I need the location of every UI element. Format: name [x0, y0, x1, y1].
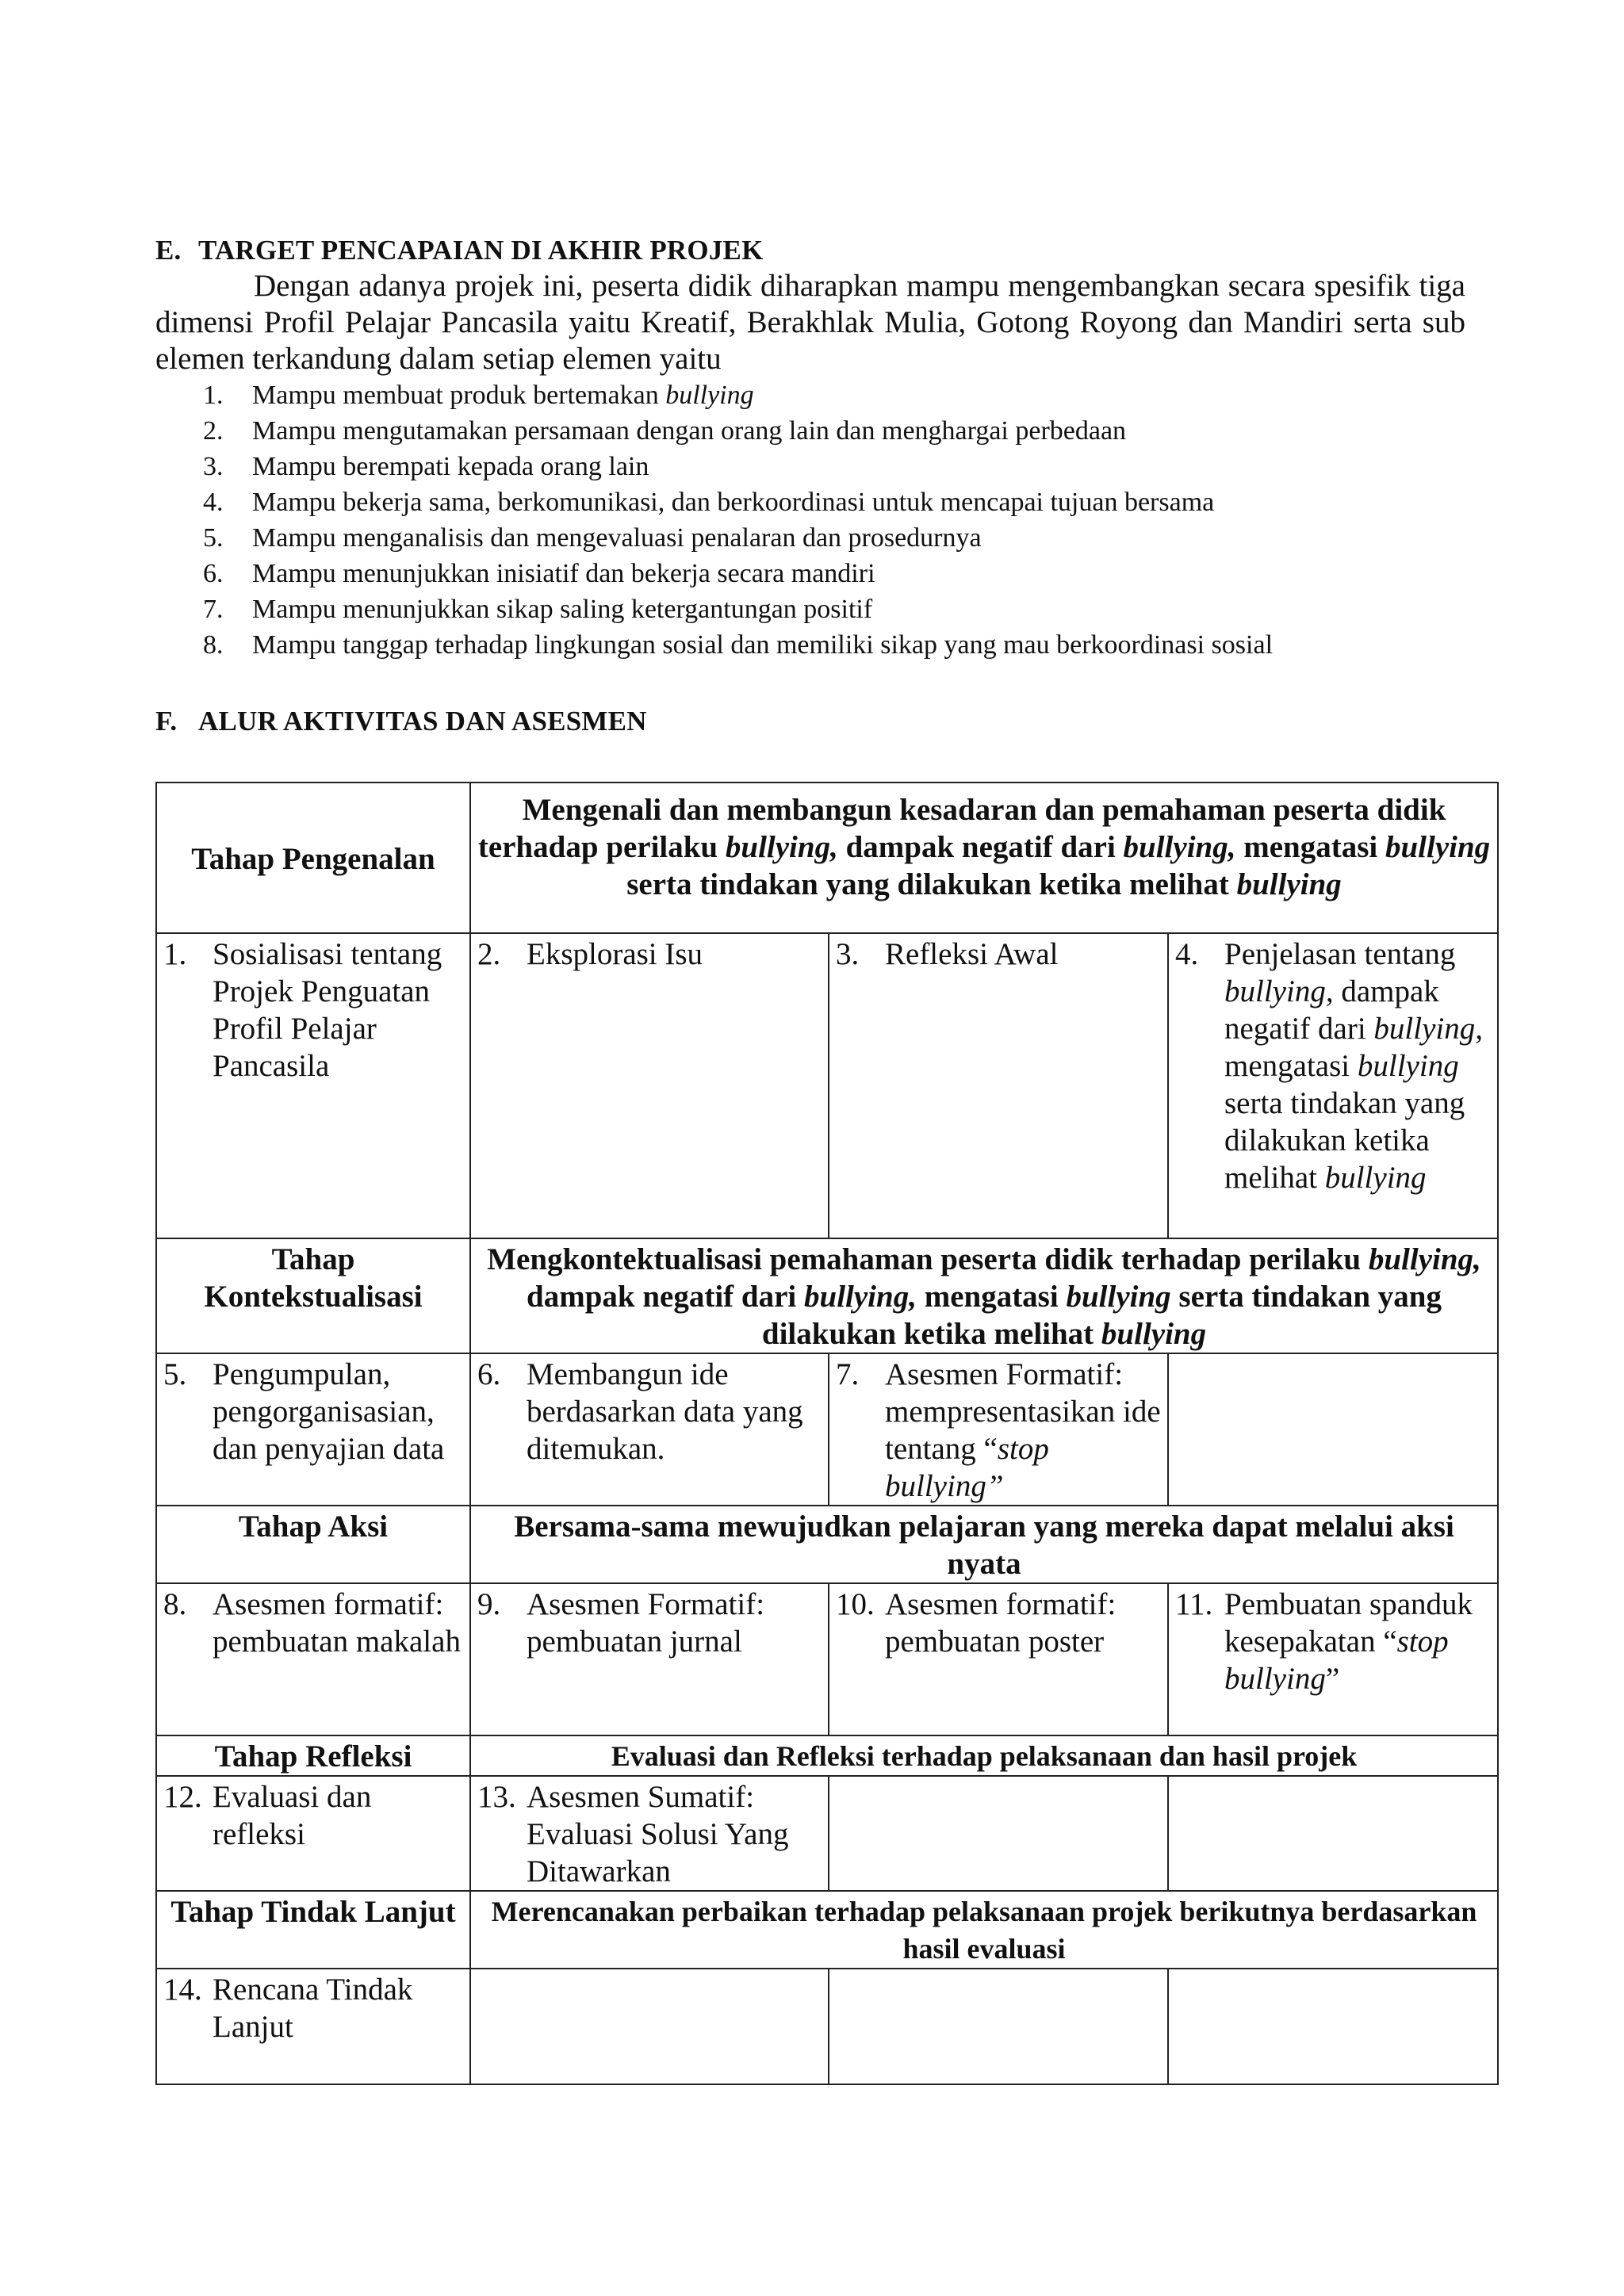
list-item	[155, 556, 1503, 591]
section-e-letter: E.	[155, 235, 182, 266]
section-f-heading	[155, 706, 647, 737]
section-f-title: ALUR AKTIVITAS DAN ASESMEN	[198, 706, 647, 737]
section-e-paragraph	[155, 268, 1465, 377]
table-cell	[1168, 1353, 1498, 1506]
stage-desc-refleksi: Evaluasi dan Refleksi terhadap pelaksanaan dan hasil projek	[470, 1735, 1498, 1776]
table-cell: 2. Eksplorasi Isu	[470, 933, 829, 1238]
stage-desc-kontekstualisasi: Mengkontektualisasi pemahaman peserta didik terhadap perilaku bullying, dampak negatif dari bullying, mengatasi bullying serta tindakan yang dilakukan ketika melihat bullying	[470, 1238, 1498, 1353]
list-item-number: 6.	[203, 559, 224, 588]
list-item-number: 1.	[203, 381, 224, 410]
stage-label-pengenalan: Tahap Pengenalan	[156, 783, 470, 933]
list-item-text: Mampu membuat produk bertemakan bullying	[252, 381, 754, 410]
list-item-text: Mampu tanggap terhadap lingkungan sosial dan memiliki sikap yang mau berkoordinasi sosial	[252, 630, 1274, 660]
list-item	[155, 377, 1503, 413]
table-cell: 5. Pengumpulan, pengorganisasian, dan penyajian data	[156, 1353, 470, 1506]
list-item-text: Mampu bekerja sama, berkomunikasi, dan berkoordinasi untuk mencapai tujuan bersama	[252, 488, 1215, 517]
stage-label-refleksi: Tahap Refleksi	[156, 1735, 470, 1776]
list-item-number: 7.	[203, 595, 224, 624]
section-e-title: TARGET PENCAPAIAN DI AKHIR PROJEK	[198, 235, 764, 266]
list-item-number: 3.	[203, 452, 224, 481]
table-row	[156, 1735, 1498, 1776]
table-cell: 7. Asesmen Formatif: mempresentasikan ide tentang “stop bullying”	[829, 1353, 1168, 1506]
table-row	[156, 1238, 1498, 1353]
list-item-number: 2.	[203, 416, 224, 446]
activity-table	[155, 782, 1499, 2085]
table-cell	[829, 1969, 1168, 2084]
table-cell: 13. Asesmen Sumatif: Evaluasi Solusi Yang Ditawarkan	[470, 1776, 829, 1891]
target-list	[155, 377, 1503, 663]
list-item	[155, 520, 1503, 556]
table-cell: 4. Penjelasan tentang bullying, dampak negatif dari bullying, mengatasi bullying serta tindakan yang dilakukan ketika melihat bullying	[1168, 933, 1498, 1238]
list-item-text: Mampu menunjukkan inisiatif dan bekerja secara mandiri	[252, 559, 875, 588]
list-item-number: 4.	[203, 488, 224, 517]
stage-desc-pengenalan: Mengenali dan membangun kesadaran dan pemahaman peserta didik terhadap perilaku bullying, dampak negatif dari bullying, mengatasi bullying serta tindakan yang dilakukan ketika melihat bullying	[470, 783, 1498, 933]
table-cell: 8. Asesmen formatif: pembuatan makalah	[156, 1583, 470, 1735]
table-row	[156, 1353, 1498, 1506]
table-row	[156, 1969, 1498, 2084]
section-e-heading	[155, 235, 764, 266]
table-cell: 1. Sosialisasi tentang Projek Penguatan Profil Pelajar Pancasila	[156, 933, 470, 1238]
list-item-number: 5.	[203, 523, 224, 553]
table-row	[156, 933, 1498, 1238]
table-row	[156, 1583, 1498, 1735]
table-row	[156, 1891, 1498, 1969]
stage-desc-aksi: Bersama-sama mewujudkan pelajaran yang mereka dapat melalui aksi nyata	[470, 1506, 1498, 1583]
table-cell: 9. Asesmen Formatif: pembuatan jurnal	[470, 1583, 829, 1735]
table-row	[156, 783, 1498, 933]
table-row	[156, 1776, 1498, 1891]
table-cell	[829, 1776, 1168, 1891]
list-item	[155, 591, 1503, 627]
table-row	[156, 1506, 1498, 1583]
list-item	[155, 449, 1503, 484]
table-cell	[470, 1969, 829, 2084]
stage-label-tindak-lanjut: Tahap Tindak Lanjut	[156, 1891, 470, 1969]
table-cell: 6. Membangun ide berdasarkan data yang ditemukan.	[470, 1353, 829, 1506]
section-e-paragraph-text: Dengan adanya projek ini, peserta didik diharapkan mampu mengembangkan secara spesifik tiga dimensi Profil Pelajar Pancasila yaitu Kreatif, Berakhlak Mulia, Gotong Royong dan Mandiri serta sub elemen terkandung dalam setiap elemen yaitu	[155, 269, 1465, 376]
list-item	[155, 413, 1503, 449]
list-item	[155, 484, 1503, 520]
table-cell: 12. Evaluasi dan refleksi	[156, 1776, 470, 1891]
list-item-text: Mampu menunjukkan sikap saling ketergantungan positif	[252, 595, 873, 624]
table-cell: 10. Asesmen formatif: pembuatan poster	[829, 1583, 1168, 1735]
table-cell: 11. Pembuatan spanduk kesepakatan “stop bullying”	[1168, 1583, 1498, 1735]
stage-label-aksi: Tahap Aksi	[156, 1506, 470, 1583]
table-cell: 14. Rencana Tindak Lanjut	[156, 1969, 470, 2084]
table-cell: 3. Refleksi Awal	[829, 933, 1168, 1238]
stage-desc-tindak-lanjut: Merencanakan perbaikan terhadap pelaksanaan projek berikutnya berdasarkan hasil evaluasi	[470, 1891, 1498, 1969]
table-cell	[1168, 1776, 1498, 1891]
list-item	[155, 627, 1503, 663]
list-item-text: Mampu menganalisis dan mengevaluasi penalaran dan prosedurnya	[252, 523, 982, 553]
section-f-letter: F.	[155, 706, 178, 737]
list-item-text: Mampu mengutamakan persamaan dengan orang lain dan menghargai perbedaan	[252, 416, 1127, 446]
list-item-text: Mampu berempati kepada orang lain	[252, 452, 649, 481]
stage-label-kontekstualisasi: Tahap Kontekstualisasi	[156, 1238, 470, 1353]
table-cell	[1168, 1969, 1498, 2084]
list-item-number: 8.	[203, 630, 224, 660]
